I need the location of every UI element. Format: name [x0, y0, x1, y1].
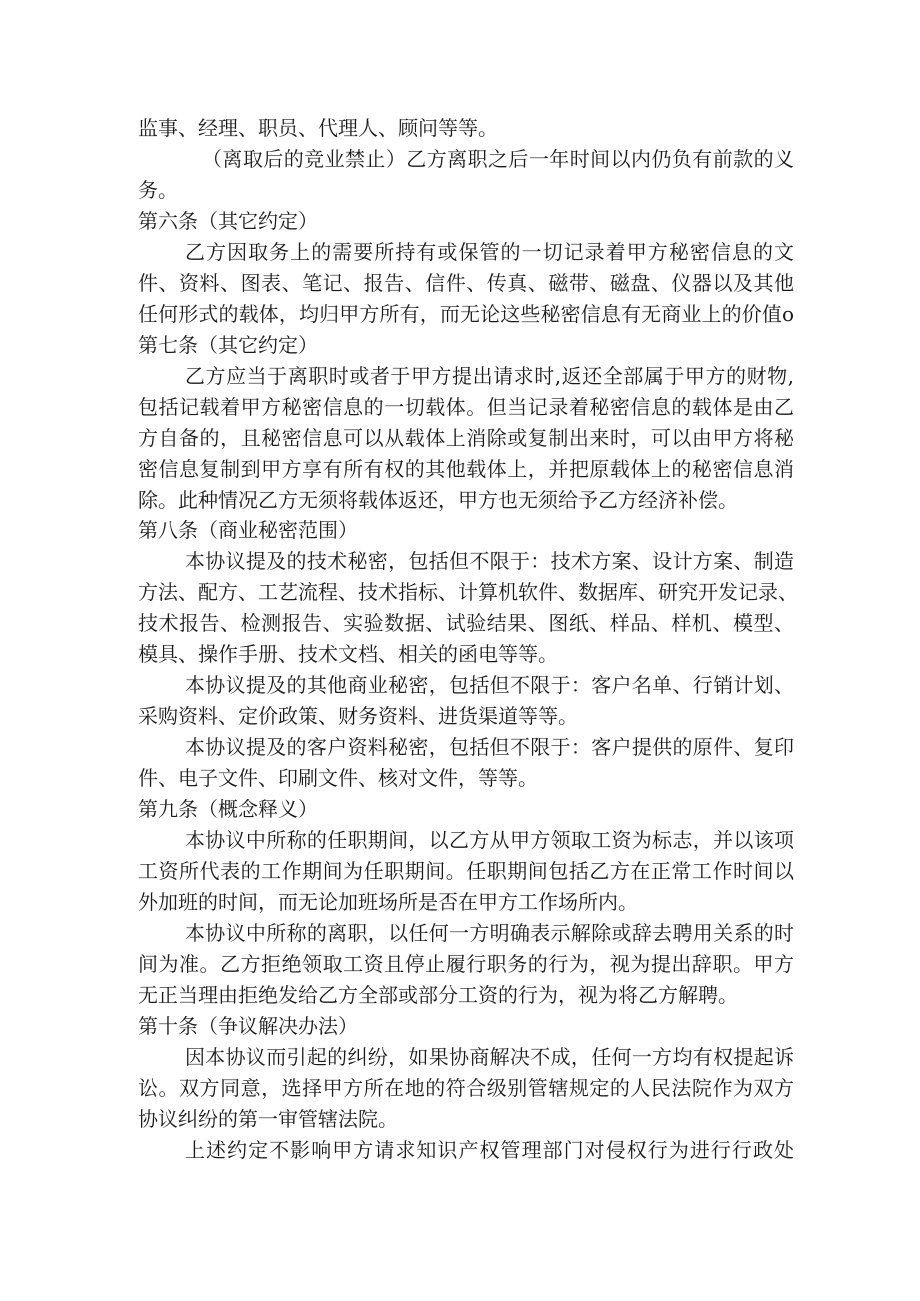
heading-article-8: 第八条（商业秘密范围） [138, 518, 358, 542]
heading-article-9: 第九条（概念释义） [138, 797, 318, 821]
text-line: 包括记载着甲方秘密信息的一切载体。但当记录着秘密信息的载体是由乙 [138, 395, 794, 419]
text-line: 上述约定不影响甲方请求知识产权管理部门对侵权行为进行行政处 [185, 1138, 794, 1162]
text-line: 本协议提及的其他商业秘密，包括但不限于：客户名单、行销计划、 [185, 673, 794, 697]
text-line: 本协议提及的技术秘密，包括但不限于：技术方案、设计方案、制造 [185, 549, 794, 573]
text-line: 务。 [138, 178, 178, 202]
text-line: 密信息复制到甲方享有所有权的其他载体上，并把原载体上的秘密信息消 [138, 457, 794, 481]
text-line: 工资所代表的工作期间为任职期间。任职期间包括乙方在正常工作时间以 [138, 859, 794, 883]
text-line: 间为准。乙方拒绝领取工资且停止履行职务的行为，视为提出辞职。甲方 [138, 952, 794, 976]
text-line: 乙方因取务上的需要所持有或保管的一切记录着甲方秘密信息的文 [185, 240, 794, 264]
text-line: 本协议中所称的任职期间，以乙方从甲方领取工资为标志，并以该项 [185, 828, 794, 852]
text-line: 方自备的，且秘密信息可以从载体上消除或复制出来时，可以由甲方将秘 [138, 426, 794, 450]
text-line: 方法、配方、工艺流程、技术指标、计算机软件、数据库、研究开发记录、 [138, 580, 798, 604]
text-line: 除。此种情况乙方无须将载体返还，甲方也无须给予乙方经济补偿。 [138, 488, 738, 512]
heading-article-10: 第十条（争议解决办法） [138, 1014, 358, 1038]
text-line: 本协议提及的客户资料秘密，包括但不限于：客户提供的原件、复印 [185, 735, 794, 759]
text-line: 监事、经理、职员、代理人、顾问等等。 [138, 116, 498, 140]
text-line: 乙方应当于离职时或者于甲方提出请求时,返还全部属于甲方的财物, [185, 364, 794, 388]
heading-article-7: 第七条（其它约定） [138, 333, 318, 357]
text-line: 协议纠纷的第一审管辖法院。 [138, 1107, 398, 1131]
text-line: 本协议中所称的离职，以任何一方明确表示解除或辞去聘用关系的时 [185, 921, 794, 945]
text-line: 讼。双方同意，选择甲方所在地的符合级别管辖规定的人民法院作为双方 [138, 1076, 794, 1100]
heading-article-6: 第六条（其它约定） [138, 209, 318, 233]
text-line: 因本协议而引起的纠纷，如果协商解决不成，任何一方均有权提起诉 [185, 1045, 794, 1069]
text-line: 技术报告、检测报告、实验数据、试验结果、图纸、样品、样机、模型、 [138, 611, 794, 635]
text-line: 件、资料、图表、笔记、报告、信件、传真、磁带、磁盘、仪器以及其他 [138, 271, 794, 295]
text-line: 模具、操作手册、技术文档、相关的函电等等。 [138, 642, 558, 666]
text-line: 无正当理由拒绝发给乙方全部或部分工资的行为，视为将乙方解聘。 [138, 983, 738, 1007]
text-line: 件、电子文件、印刷文件、核对文件，等等。 [138, 766, 538, 790]
text-line: 外加班的时间，而无论加班场所是否在甲方工作场所内。 [138, 890, 638, 914]
text-line: 任何形式的载体，均归甲方所有，而无论这些秘密信息有无商业上的价值o [138, 302, 794, 326]
paragraph-non-compete: （离取后的竞业禁止）乙方离职之后一年时间以内仍负有前款的义 [202, 147, 794, 171]
text-line: 采购资料、定价政策、财务资料、进货渠道等等。 [138, 704, 578, 728]
